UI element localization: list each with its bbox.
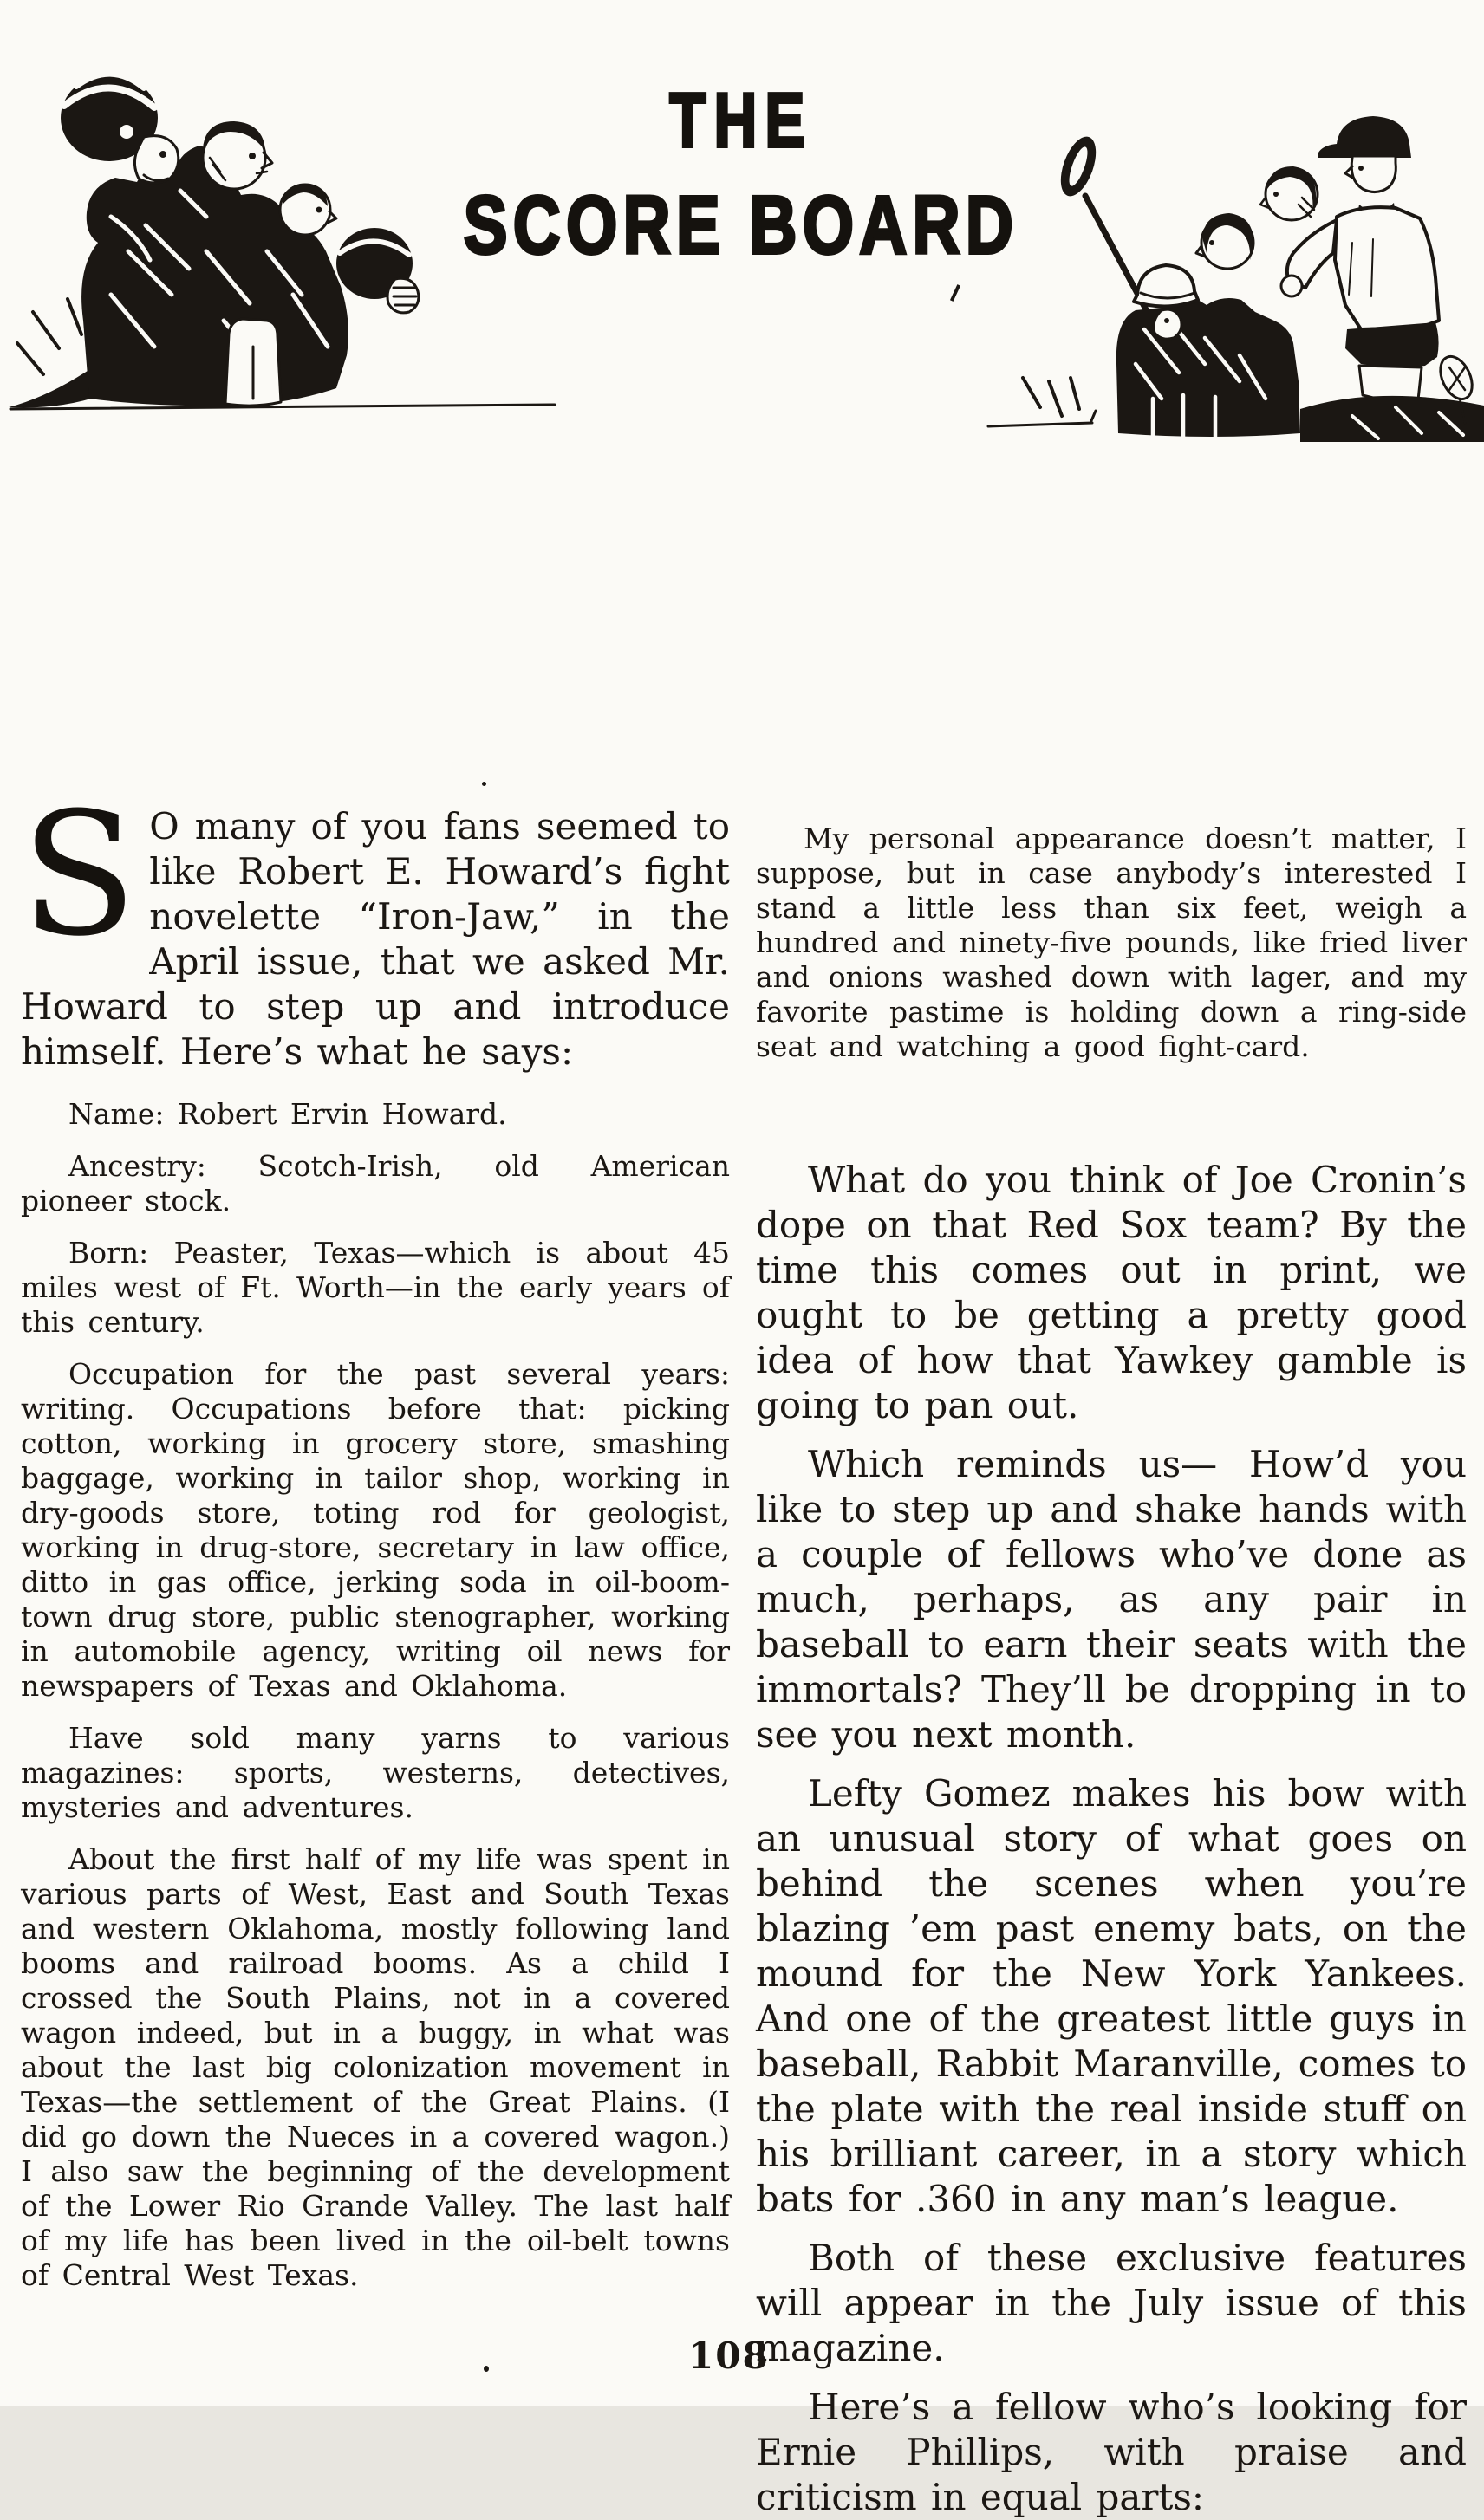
title-line-score-board: SCORE BOARD [463, 179, 1019, 271]
editorial-paragraph-reminds: Which reminds us— How’d you like to step up and shake hands with a couple of fellows who’ve done as much, perhaps, as any pair in baseball to earn their seats with the immortals? They’ll be dropping in to see you next month. [756, 1443, 1467, 1756]
title-line-the: THE [669, 77, 813, 163]
intro-text: O many of you fans seemed to like Robert E. Howard’s fight novelette “Iron-Jaw,” in the April issue, that we asked Mr. Howard to step up and introduce himself. Here’s what he says: [21, 805, 730, 1073]
editorial-paragraph-gomez: Lefty Gomez makes his bow with an unusual story of what goes on behind the scenes when you’re blazing ’em past enemy bats, on the mound for the New York Yankees. And one of the greatest little guys in baseball, Rabbit Maranville, comes to the plate with the real inside stuff on his brilliant career, in a story which bats for .360 in any man’s league. [756, 1772, 1467, 2220]
editorial-paragraph-july-issue: Both of these exclusive features will appear in the July issue of this magazine. [756, 2237, 1467, 2369]
ink-speck [484, 2366, 489, 2372]
intro-paragraph [21, 776, 730, 1075]
editorial-paragraph-cronin: What do you think of Joe Cronin’s dope on that Red Sox team? By the time this comes out in print, we ought to be getting a pretty good idea of how that Yawkey gamble is going to pan out. [756, 1159, 1467, 1426]
bio-paragraph-appearance: My personal appearance doesn’t matter, I suppose, but in case anybody’s interested I stand a little less than six feet, weigh a hundred and ninety-five pounds, like fried liver and onions washed down with lager, and my favorite pastime is holding down a ring-side seat and watching a good fight-card. [756, 822, 1467, 1063]
bio-paragraph-yarns: Have sold many yarns to various magazines: sports, westerns, detectives, mysteries and adventures. [21, 1721, 730, 1824]
bio-paragraph-name: Name: Robert Ervin Howard. [68, 1097, 507, 1131]
editorial-paragraph-ernie-phillips: Here’s a fellow who’s looking for Ernie Phillips, with praise and criticism in equal parts: [756, 2386, 1467, 2518]
page-number: 108 [688, 2335, 770, 2377]
drop-cap: S [21, 776, 138, 974]
bio-paragraph-born: Born: Peaster, Texas—which is about 45 miles west of Ft. Worth—in the early years of this century. [21, 1236, 730, 1339]
bio-paragraph-life: About the first half of my life was spent in various parts of West, East and South Texas and western Oklahoma, mostly following land booms and railroad booms. As a child I crossed the South Plains, not in a covered wagon indeed, but in a buggy, in what was about the last big colonization movement in Texas—the settlement of the Great Plains. (I did go down the Nueces in a covered wagon.) I also saw the beginning of the development of the Lower Rio Grande Valley. The last half of my life has been lived in the oil-belt towns of Central West Texas. [21, 1842, 730, 2292]
bio-paragraph-ancestry: Ancestry: Scotch-Irish, old American pioneer stock. [21, 1149, 730, 1218]
ink-speck [482, 782, 486, 786]
left-column [21, 776, 730, 2293]
article-title [286, 76, 1196, 273]
bio-paragraph-occupation: Occupation for the past several years: writing. Occupations before that: picking cotton, working in grocery store, smashing baggage, working in tailor shop, working in dry-goods store, toting rod for geologist, working in drug-store, secretary in law office, ditto in gas office, jerking soda in oil-boom-town drug store, public stenographer, working in automobile agency, writing oil news for newspapers of Texas and Oklahoma. [21, 1357, 730, 1703]
ink-stray-mark [950, 284, 960, 302]
right-column [756, 822, 1467, 2520]
